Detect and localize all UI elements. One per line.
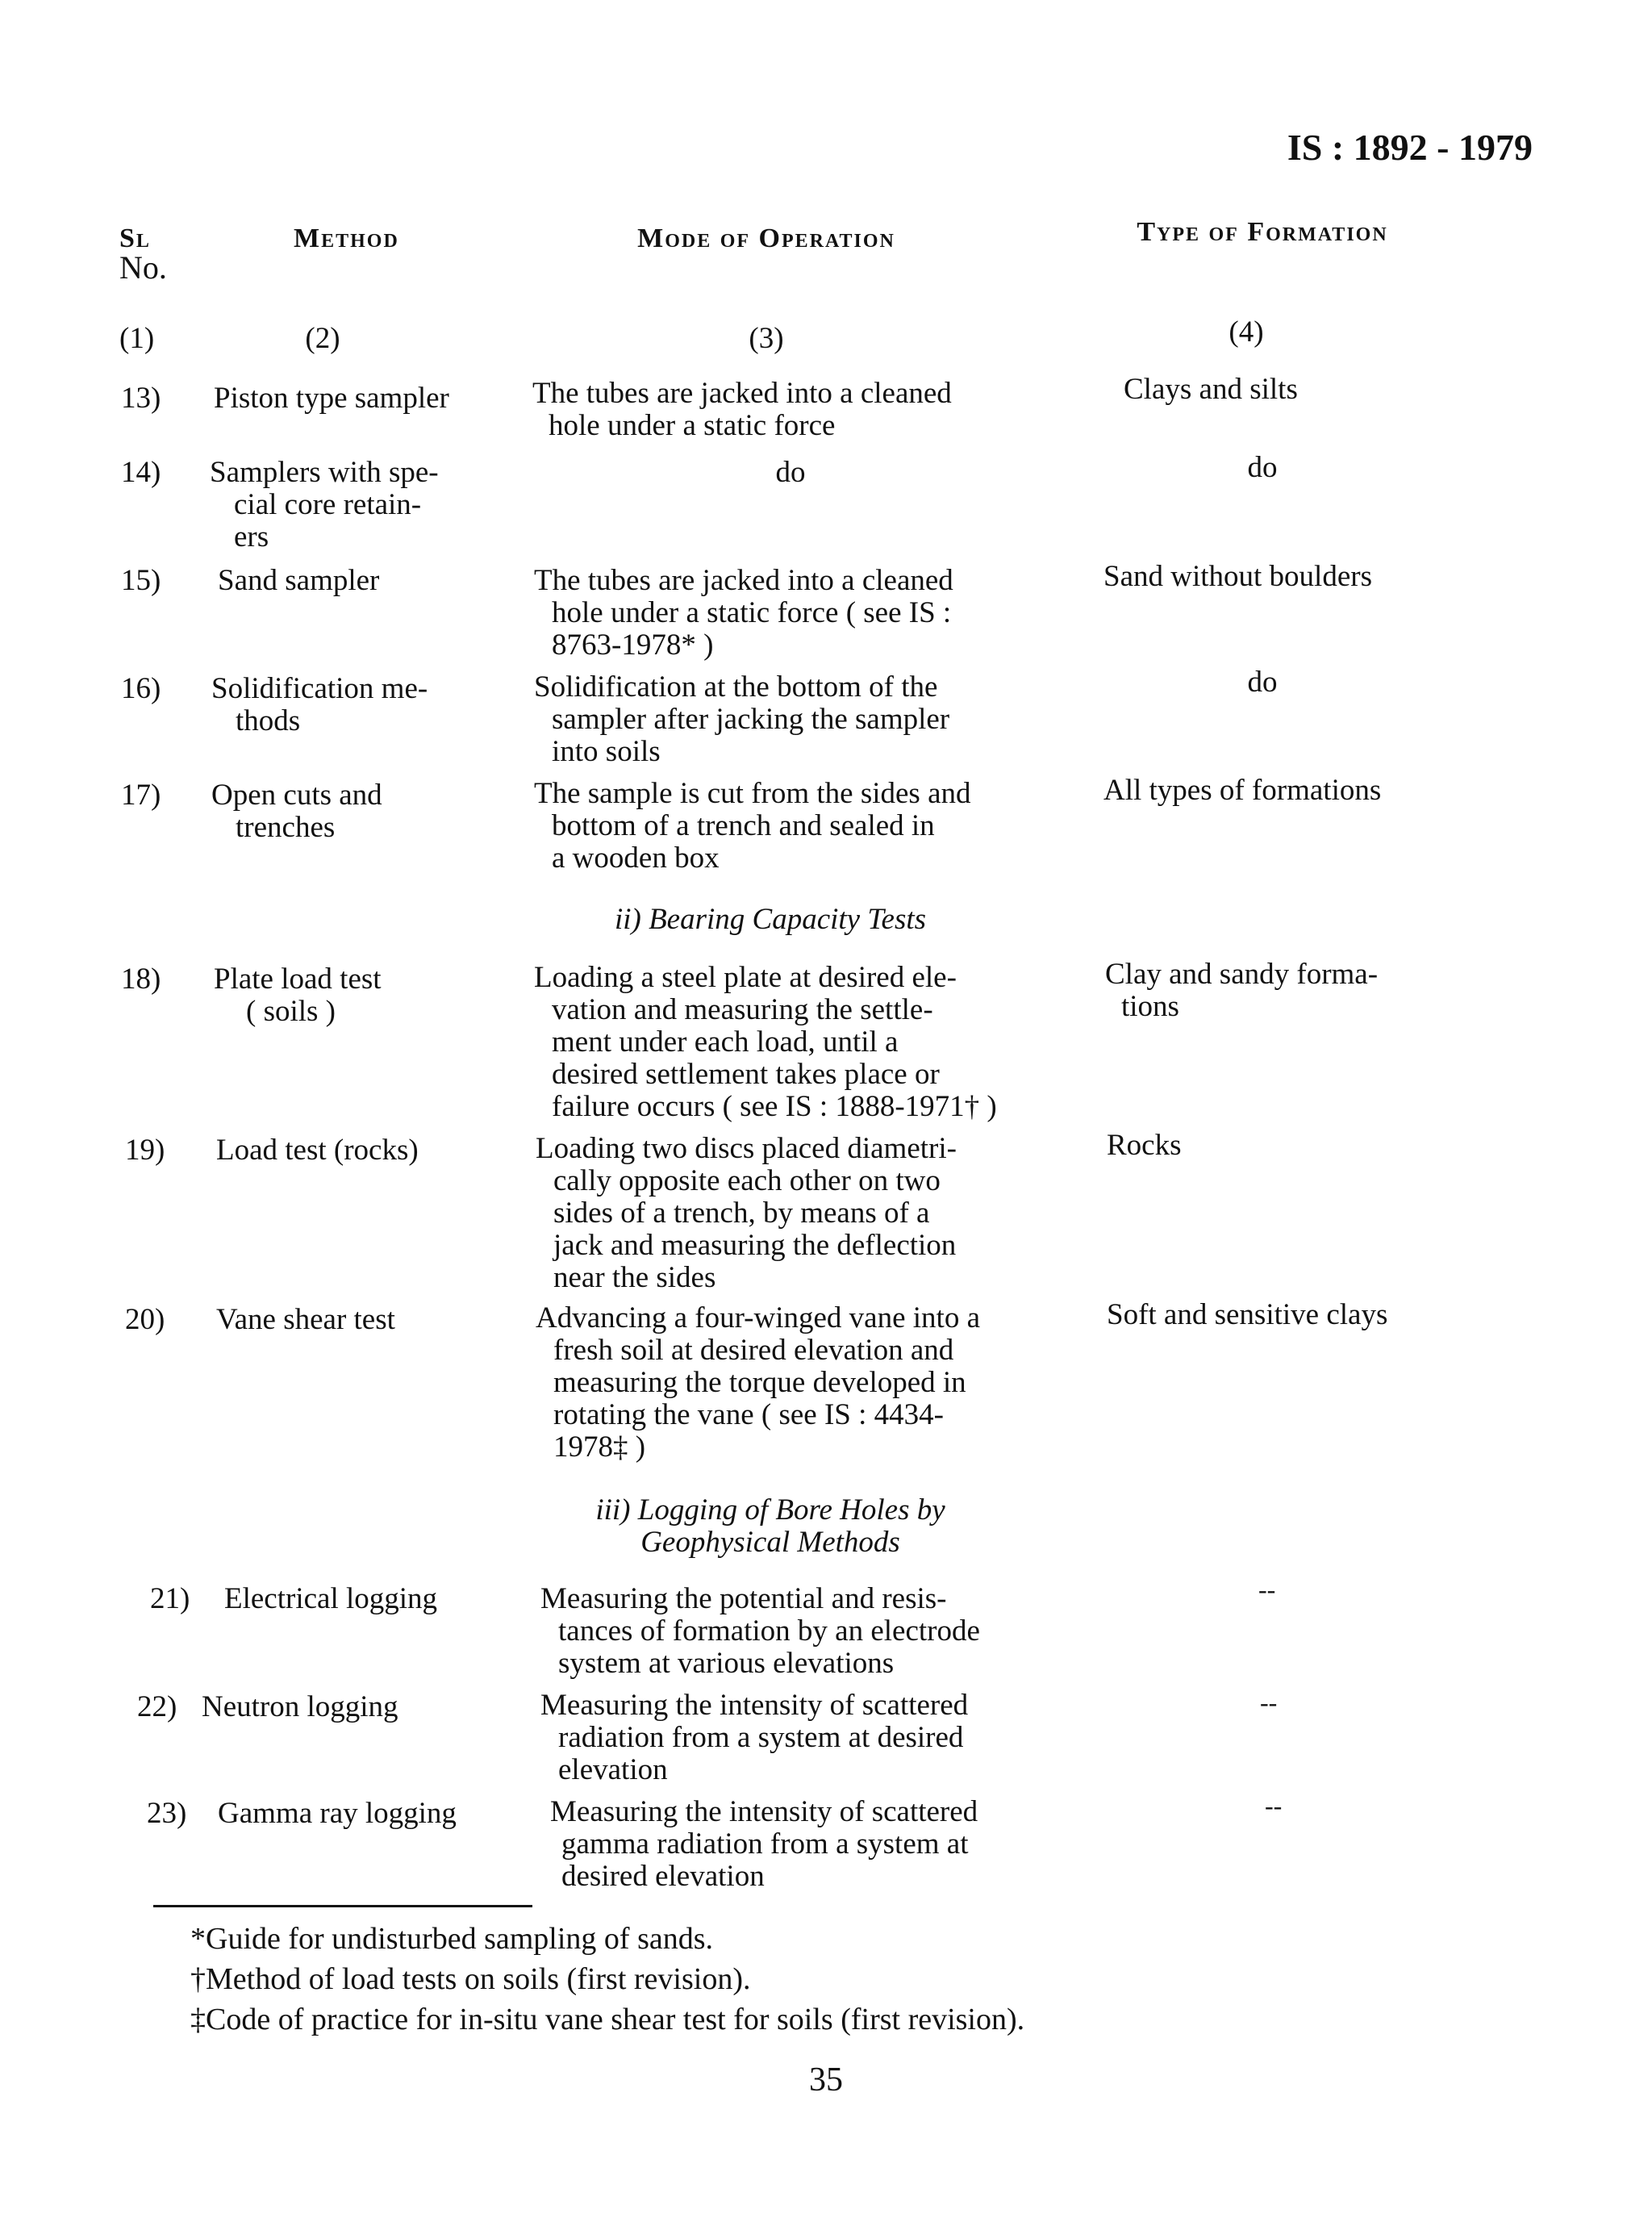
column-heading-method: Method xyxy=(294,223,399,253)
row-mode: Loading two discs placed diametri- xyxy=(536,1132,957,1165)
row-mode: sides of a trench, by means of a xyxy=(553,1197,930,1230)
row-mode: Loading a steel plate at desired ele- xyxy=(534,961,957,994)
row-mode: jack and measuring the deflection xyxy=(553,1229,957,1262)
row-mode: rotating the vane ( see IS : 4434- xyxy=(553,1398,944,1431)
row-method: ers xyxy=(234,520,269,553)
row-method: Gamma ray logging xyxy=(218,1797,457,1830)
row-number: 21) xyxy=(150,1582,190,1615)
row-method: Samplers with spe- xyxy=(210,456,439,489)
row-number: 15) xyxy=(121,564,161,597)
section-heading-logging-line2: Geophysical Methods xyxy=(640,1526,900,1559)
column-heading-sl: Sl xyxy=(119,223,151,253)
row-mode: measuring the torque developed in xyxy=(553,1366,966,1399)
section-heading-logging: iii) Logging of Bore Holes by xyxy=(595,1493,945,1527)
row-method: thods xyxy=(236,704,301,737)
row-formation: All types of formations xyxy=(1103,774,1382,807)
row-number: 16) xyxy=(121,672,161,705)
footnote-load-tests: †Method of load tests on soils (first revision). xyxy=(190,1962,751,1996)
row-mode: Measuring the potential and resis- xyxy=(540,1582,947,1615)
row-mode: The tubes are jacked into a cleaned xyxy=(534,564,953,597)
column-number-1: (1) xyxy=(119,322,155,355)
row-formation: Clays and silts xyxy=(1124,373,1298,406)
column-heading-formation: Type of Formation xyxy=(1137,217,1388,247)
footnote-divider xyxy=(153,1905,532,1907)
row-mode: failure occurs ( see IS : 1888-1971† ) xyxy=(552,1090,997,1123)
row-mode: desired settlement takes place or xyxy=(552,1058,940,1091)
row-mode: sampler after jacking the sampler xyxy=(552,703,950,736)
row-mode: Measuring the intensity of scattered xyxy=(540,1689,969,1722)
footnote-guide-sands: *Guide for undisturbed sampling of sands. xyxy=(190,1922,714,1956)
footnote-vane-shear: ‡Code of practice for in-situ vane shear test for soils (first revision). xyxy=(190,2003,1025,2036)
row-number: 18) xyxy=(121,963,161,996)
column-heading-mode: Mode of Operation xyxy=(637,223,895,253)
row-method: trenches xyxy=(236,811,336,844)
row-mode: fresh soil at desired elevation and xyxy=(553,1334,954,1367)
row-formation: Soft and sensitive clays xyxy=(1107,1298,1388,1331)
column-heading-no: No. xyxy=(119,249,167,286)
row-mode: cally opposite each other on two xyxy=(553,1164,941,1197)
column-number-3: (3) xyxy=(749,322,784,355)
row-formation: Rocks xyxy=(1107,1129,1182,1162)
row-number: 20) xyxy=(125,1303,165,1336)
row-method: Load test (rocks) xyxy=(216,1134,419,1167)
row-formation: Clay and sandy forma- xyxy=(1105,958,1379,991)
row-number: 19) xyxy=(125,1134,165,1167)
row-method: Plate load test xyxy=(214,963,382,996)
row-mode: hole under a static force xyxy=(549,409,836,442)
row-formation: do xyxy=(1247,451,1278,484)
row-method: ( soils ) xyxy=(246,995,336,1028)
row-formation: -- xyxy=(1260,1688,1278,1717)
row-mode: ment under each load, until a xyxy=(552,1025,899,1059)
row-mode: gamma radiation from a system at xyxy=(561,1827,969,1861)
row-formation: -- xyxy=(1258,1575,1276,1604)
row-number: 22) xyxy=(137,1690,177,1723)
page-number: 35 xyxy=(809,2061,843,2099)
row-mode: into soils xyxy=(552,735,661,768)
row-number: 23) xyxy=(147,1797,187,1830)
row-mode: Measuring the intensity of scattered xyxy=(550,1795,978,1828)
row-formation: do xyxy=(1247,666,1278,699)
row-number: 13) xyxy=(121,382,161,415)
row-mode: hole under a static force ( see IS : xyxy=(552,596,952,629)
row-mode: 1978‡ ) xyxy=(553,1431,646,1464)
row-mode: Advancing a four-winged vane into a xyxy=(536,1301,980,1334)
row-mode: desired elevation xyxy=(561,1860,765,1893)
row-method: Open cuts and xyxy=(211,779,382,812)
row-mode: The tubes are jacked into a cleaned xyxy=(532,377,952,410)
row-mode: elevation xyxy=(558,1753,668,1786)
row-mode: bottom of a trench and sealed in xyxy=(552,809,935,842)
row-method: cial core retain- xyxy=(234,488,422,521)
row-mode: vation and measuring the settle- xyxy=(552,993,933,1026)
standard-number: IS : 1892 - 1979 xyxy=(1287,127,1533,168)
row-mode: system at various elevations xyxy=(558,1647,895,1680)
row-number: 14) xyxy=(121,456,161,489)
column-number-2: (2) xyxy=(305,322,340,355)
row-method: Piston type sampler xyxy=(214,382,449,415)
row-method: Sand sampler xyxy=(218,564,380,597)
row-mode: do xyxy=(775,456,806,489)
row-mode: a wooden box xyxy=(552,842,720,875)
row-mode: near the sides xyxy=(553,1261,716,1294)
row-method: Neutron logging xyxy=(202,1690,398,1723)
row-formation: -- xyxy=(1265,1791,1283,1820)
row-mode: 8763-1978* ) xyxy=(552,629,714,662)
row-number: 17) xyxy=(121,779,161,812)
row-method: Solidification me- xyxy=(211,672,428,705)
row-mode: tances of formation by an electrode xyxy=(558,1614,980,1648)
row-mode: Solidification at the bottom of the xyxy=(534,670,938,704)
row-formation: tions xyxy=(1121,990,1179,1023)
row-method: Vane shear test xyxy=(216,1303,395,1336)
column-number-4: (4) xyxy=(1229,315,1264,349)
row-mode: radiation from a system at desired xyxy=(558,1721,964,1754)
section-heading-bearing-capacity: ii) Bearing Capacity Tests xyxy=(614,903,927,936)
row-method: Electrical logging xyxy=(224,1582,438,1615)
row-formation: Sand without boulders xyxy=(1103,560,1372,593)
row-mode: The sample is cut from the sides and xyxy=(534,777,971,810)
